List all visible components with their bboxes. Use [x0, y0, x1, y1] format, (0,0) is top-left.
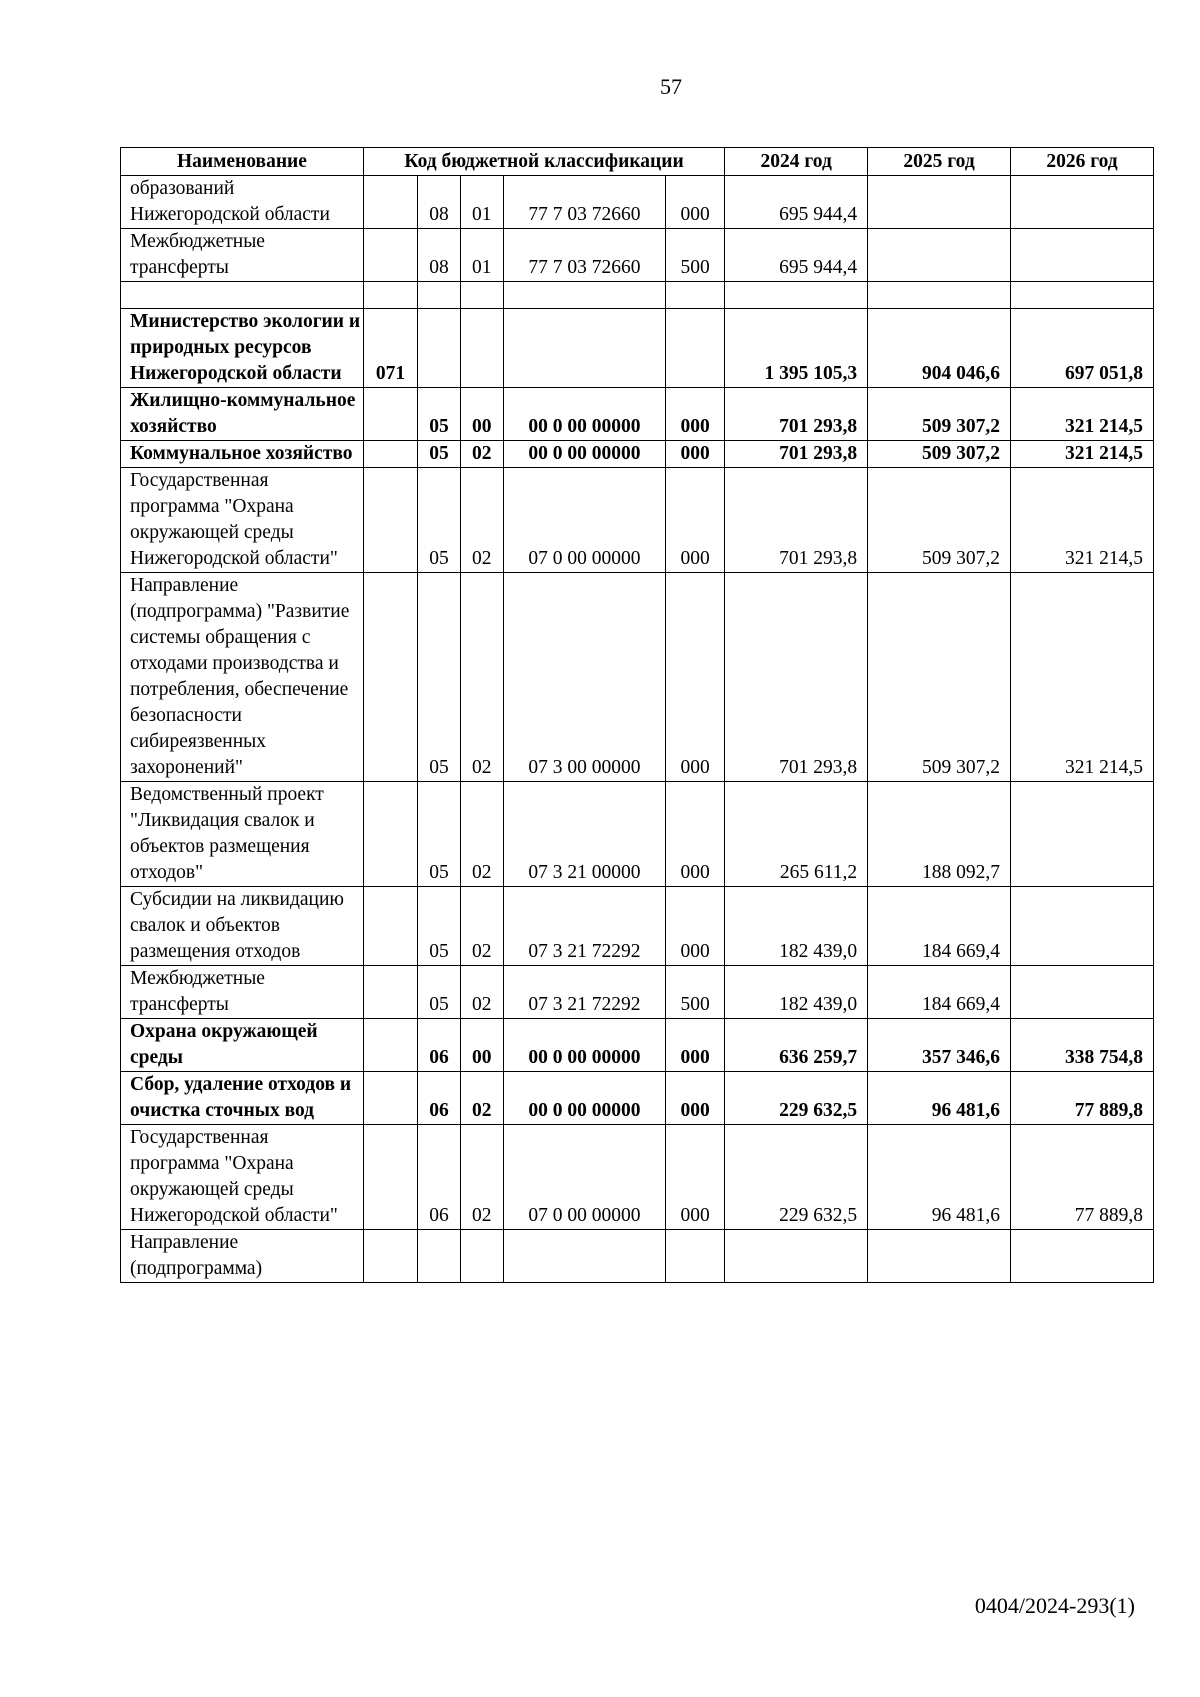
cell-section: 05	[418, 388, 461, 441]
cell-section: 05	[418, 966, 461, 1019]
header-2025: 2025 год	[868, 148, 1011, 176]
cell-2026	[1011, 782, 1154, 887]
cell-target-article: 07 3 21 00000	[503, 782, 665, 887]
cell-2026	[1011, 282, 1154, 309]
cell-name: Субсидии на ликвидацию свалок и объектов размещения отходов	[121, 887, 364, 966]
cell-2026	[1011, 966, 1154, 1019]
cell-subsection: 01	[460, 176, 503, 229]
cell-expense-type: 000	[666, 573, 725, 782]
cell-name: Межбюджетные трансферты	[121, 966, 364, 1019]
cell-target-article: 07 3 21 72292	[503, 887, 665, 966]
cell-2024: 229 632,5	[725, 1125, 868, 1230]
cell-subsection	[460, 282, 503, 309]
table-row	[121, 966, 1154, 1019]
table-row	[121, 229, 1154, 282]
cell-2025	[868, 229, 1011, 282]
cell-target-article: 07 0 00 00000	[503, 468, 665, 573]
cell-2026: 697 051,8	[1011, 309, 1154, 388]
cell-2025: 509 307,2	[868, 573, 1011, 782]
table-row	[121, 1019, 1154, 1072]
cell-2024: 182 439,0	[725, 887, 868, 966]
cell-ved-code: 071	[363, 309, 417, 388]
cell-expense-type: 000	[666, 1072, 725, 1125]
cell-expense-type: 000	[666, 1019, 725, 1072]
cell-section: 06	[418, 1019, 461, 1072]
cell-section	[418, 309, 461, 388]
cell-name: Ведомственный проект "Ликвидация свалок и объектов размещения отходов"	[121, 782, 364, 887]
cell-ved-code	[363, 966, 417, 1019]
cell-section: 08	[418, 229, 461, 282]
cell-target-article: 07 0 00 00000	[503, 1125, 665, 1230]
cell-2024: 695 944,4	[725, 229, 868, 282]
cell-2024: 695 944,4	[725, 176, 868, 229]
cell-section	[418, 1230, 461, 1283]
budget-table	[120, 147, 1154, 1283]
cell-target-article: 77 7 03 72660	[503, 229, 665, 282]
cell-ved-code	[363, 176, 417, 229]
cell-expense-type: 000	[666, 468, 725, 573]
cell-subsection	[460, 309, 503, 388]
cell-ved-code	[363, 229, 417, 282]
cell-section	[418, 282, 461, 309]
cell-subsection: 01	[460, 229, 503, 282]
cell-section: 05	[418, 887, 461, 966]
cell-2025	[868, 1230, 1011, 1283]
cell-name	[121, 282, 364, 309]
table-row	[121, 282, 1154, 309]
table-row	[121, 782, 1154, 887]
cell-2026: 77 889,8	[1011, 1125, 1154, 1230]
cell-name: Государственная программа "Охрана окружающей среды Нижегородской области"	[121, 1125, 364, 1230]
table-header-row	[121, 148, 1154, 176]
cell-section: 06	[418, 1072, 461, 1125]
cell-2025: 96 481,6	[868, 1072, 1011, 1125]
table-row	[121, 468, 1154, 573]
cell-2025	[868, 176, 1011, 229]
cell-2025: 188 092,7	[868, 782, 1011, 887]
cell-2025: 357 346,6	[868, 1019, 1011, 1072]
cell-2024: 229 632,5	[725, 1072, 868, 1125]
cell-2026	[1011, 229, 1154, 282]
header-2024: 2024 год	[725, 148, 868, 176]
cell-name: Коммунальное хозяйство	[121, 441, 364, 468]
cell-2024: 701 293,8	[725, 441, 868, 468]
cell-subsection: 02	[460, 441, 503, 468]
table-row	[121, 441, 1154, 468]
cell-2024: 182 439,0	[725, 966, 868, 1019]
cell-subsection: 02	[460, 468, 503, 573]
cell-subsection: 02	[460, 887, 503, 966]
cell-target-article	[503, 309, 665, 388]
cell-2024: 701 293,8	[725, 573, 868, 782]
cell-ved-code	[363, 441, 417, 468]
cell-2025: 509 307,2	[868, 441, 1011, 468]
cell-subsection: 00	[460, 388, 503, 441]
table-row	[121, 1072, 1154, 1125]
table-row	[121, 309, 1154, 388]
cell-target-article	[503, 1230, 665, 1283]
cell-name: Направление (подпрограмма)	[121, 1230, 364, 1283]
cell-2026	[1011, 176, 1154, 229]
table-row	[121, 176, 1154, 229]
cell-2026	[1011, 1230, 1154, 1283]
cell-subsection: 02	[460, 1072, 503, 1125]
cell-expense-type	[666, 1230, 725, 1283]
cell-2025	[868, 282, 1011, 309]
cell-2025: 509 307,2	[868, 388, 1011, 441]
cell-2026: 321 214,5	[1011, 388, 1154, 441]
cell-target-article: 00 0 00 00000	[503, 441, 665, 468]
cell-subsection: 02	[460, 1125, 503, 1230]
cell-subsection: 02	[460, 782, 503, 887]
header-code: Код бюджетной классификации	[363, 148, 724, 176]
cell-ved-code	[363, 1019, 417, 1072]
cell-ved-code	[363, 388, 417, 441]
cell-name: Министерство экологии и природных ресурсов Нижегородской области	[121, 309, 364, 388]
cell-expense-type: 000	[666, 782, 725, 887]
cell-2024	[725, 1230, 868, 1283]
cell-target-article	[503, 282, 665, 309]
cell-ved-code	[363, 282, 417, 309]
cell-section: 08	[418, 176, 461, 229]
header-name: Наименование	[121, 148, 364, 176]
cell-2024: 636 259,7	[725, 1019, 868, 1072]
cell-2025: 184 669,4	[868, 966, 1011, 1019]
table-body	[121, 176, 1154, 1283]
cell-section: 05	[418, 573, 461, 782]
cell-expense-type: 500	[666, 229, 725, 282]
cell-target-article: 00 0 00 00000	[503, 388, 665, 441]
cell-ved-code	[363, 887, 417, 966]
cell-name: Государственная программа "Охрана окружающей среды Нижегородской области"	[121, 468, 364, 573]
cell-2025: 184 669,4	[868, 887, 1011, 966]
cell-name: Сбор, удаление отходов и очистка сточных вод	[121, 1072, 364, 1125]
cell-target-article: 77 7 03 72660	[503, 176, 665, 229]
cell-2026: 338 754,8	[1011, 1019, 1154, 1072]
cell-2026: 321 214,5	[1011, 573, 1154, 782]
cell-name: Межбюджетные трансферты	[121, 229, 364, 282]
cell-target-article: 00 0 00 00000	[503, 1019, 665, 1072]
cell-2026: 321 214,5	[1011, 441, 1154, 468]
cell-name: Охрана окружающей среды	[121, 1019, 364, 1072]
document-code: 0404/2024-293(1)	[974, 1593, 1135, 1618]
cell-2024: 265 611,2	[725, 782, 868, 887]
table-row	[121, 573, 1154, 782]
cell-expense-type	[666, 282, 725, 309]
cell-expense-type: 000	[666, 176, 725, 229]
cell-2026: 321 214,5	[1011, 468, 1154, 573]
cell-ved-code	[363, 1230, 417, 1283]
cell-name: Жилищно-коммунальное хозяйство	[121, 388, 364, 441]
cell-subsection: 02	[460, 573, 503, 782]
cell-expense-type: 000	[666, 441, 725, 468]
cell-subsection: 00	[460, 1019, 503, 1072]
cell-target-article: 07 3 00 00000	[503, 573, 665, 782]
cell-subsection	[460, 1230, 503, 1283]
cell-expense-type: 500	[666, 966, 725, 1019]
cell-name: Направление (подпрограмма) "Развитие системы обращения с отходами производства и потребления, обеспечение безопасности сибиреязвенных захоронений"	[121, 573, 364, 782]
cell-ved-code	[363, 782, 417, 887]
cell-expense-type: 000	[666, 887, 725, 966]
cell-expense-type: 000	[666, 388, 725, 441]
cell-expense-type	[666, 309, 725, 388]
cell-section: 05	[418, 441, 461, 468]
cell-subsection: 02	[460, 966, 503, 1019]
table-row	[121, 1125, 1154, 1230]
cell-ved-code	[363, 1125, 417, 1230]
cell-2025: 904 046,6	[868, 309, 1011, 388]
cell-2026	[1011, 887, 1154, 966]
cell-target-article: 00 0 00 00000	[503, 1072, 665, 1125]
cell-section: 05	[418, 468, 461, 573]
cell-2024: 1 395 105,3	[725, 309, 868, 388]
cell-expense-type: 000	[666, 1125, 725, 1230]
cell-2025: 96 481,6	[868, 1125, 1011, 1230]
page-number: 57	[660, 74, 682, 99]
cell-ved-code	[363, 1072, 417, 1125]
cell-2024: 701 293,8	[725, 468, 868, 573]
cell-section: 05	[418, 782, 461, 887]
table-row	[121, 1230, 1154, 1283]
cell-2024: 701 293,8	[725, 388, 868, 441]
cell-section: 06	[418, 1125, 461, 1230]
cell-2026: 77 889,8	[1011, 1072, 1154, 1125]
table-row	[121, 887, 1154, 966]
cell-name: образований Нижегородской области	[121, 176, 364, 229]
cell-ved-code	[363, 468, 417, 573]
cell-2025: 509 307,2	[868, 468, 1011, 573]
cell-target-article: 07 3 21 72292	[503, 966, 665, 1019]
header-2026: 2026 год	[1011, 148, 1154, 176]
cell-ved-code	[363, 573, 417, 782]
cell-2024	[725, 282, 868, 309]
table-row	[121, 388, 1154, 441]
